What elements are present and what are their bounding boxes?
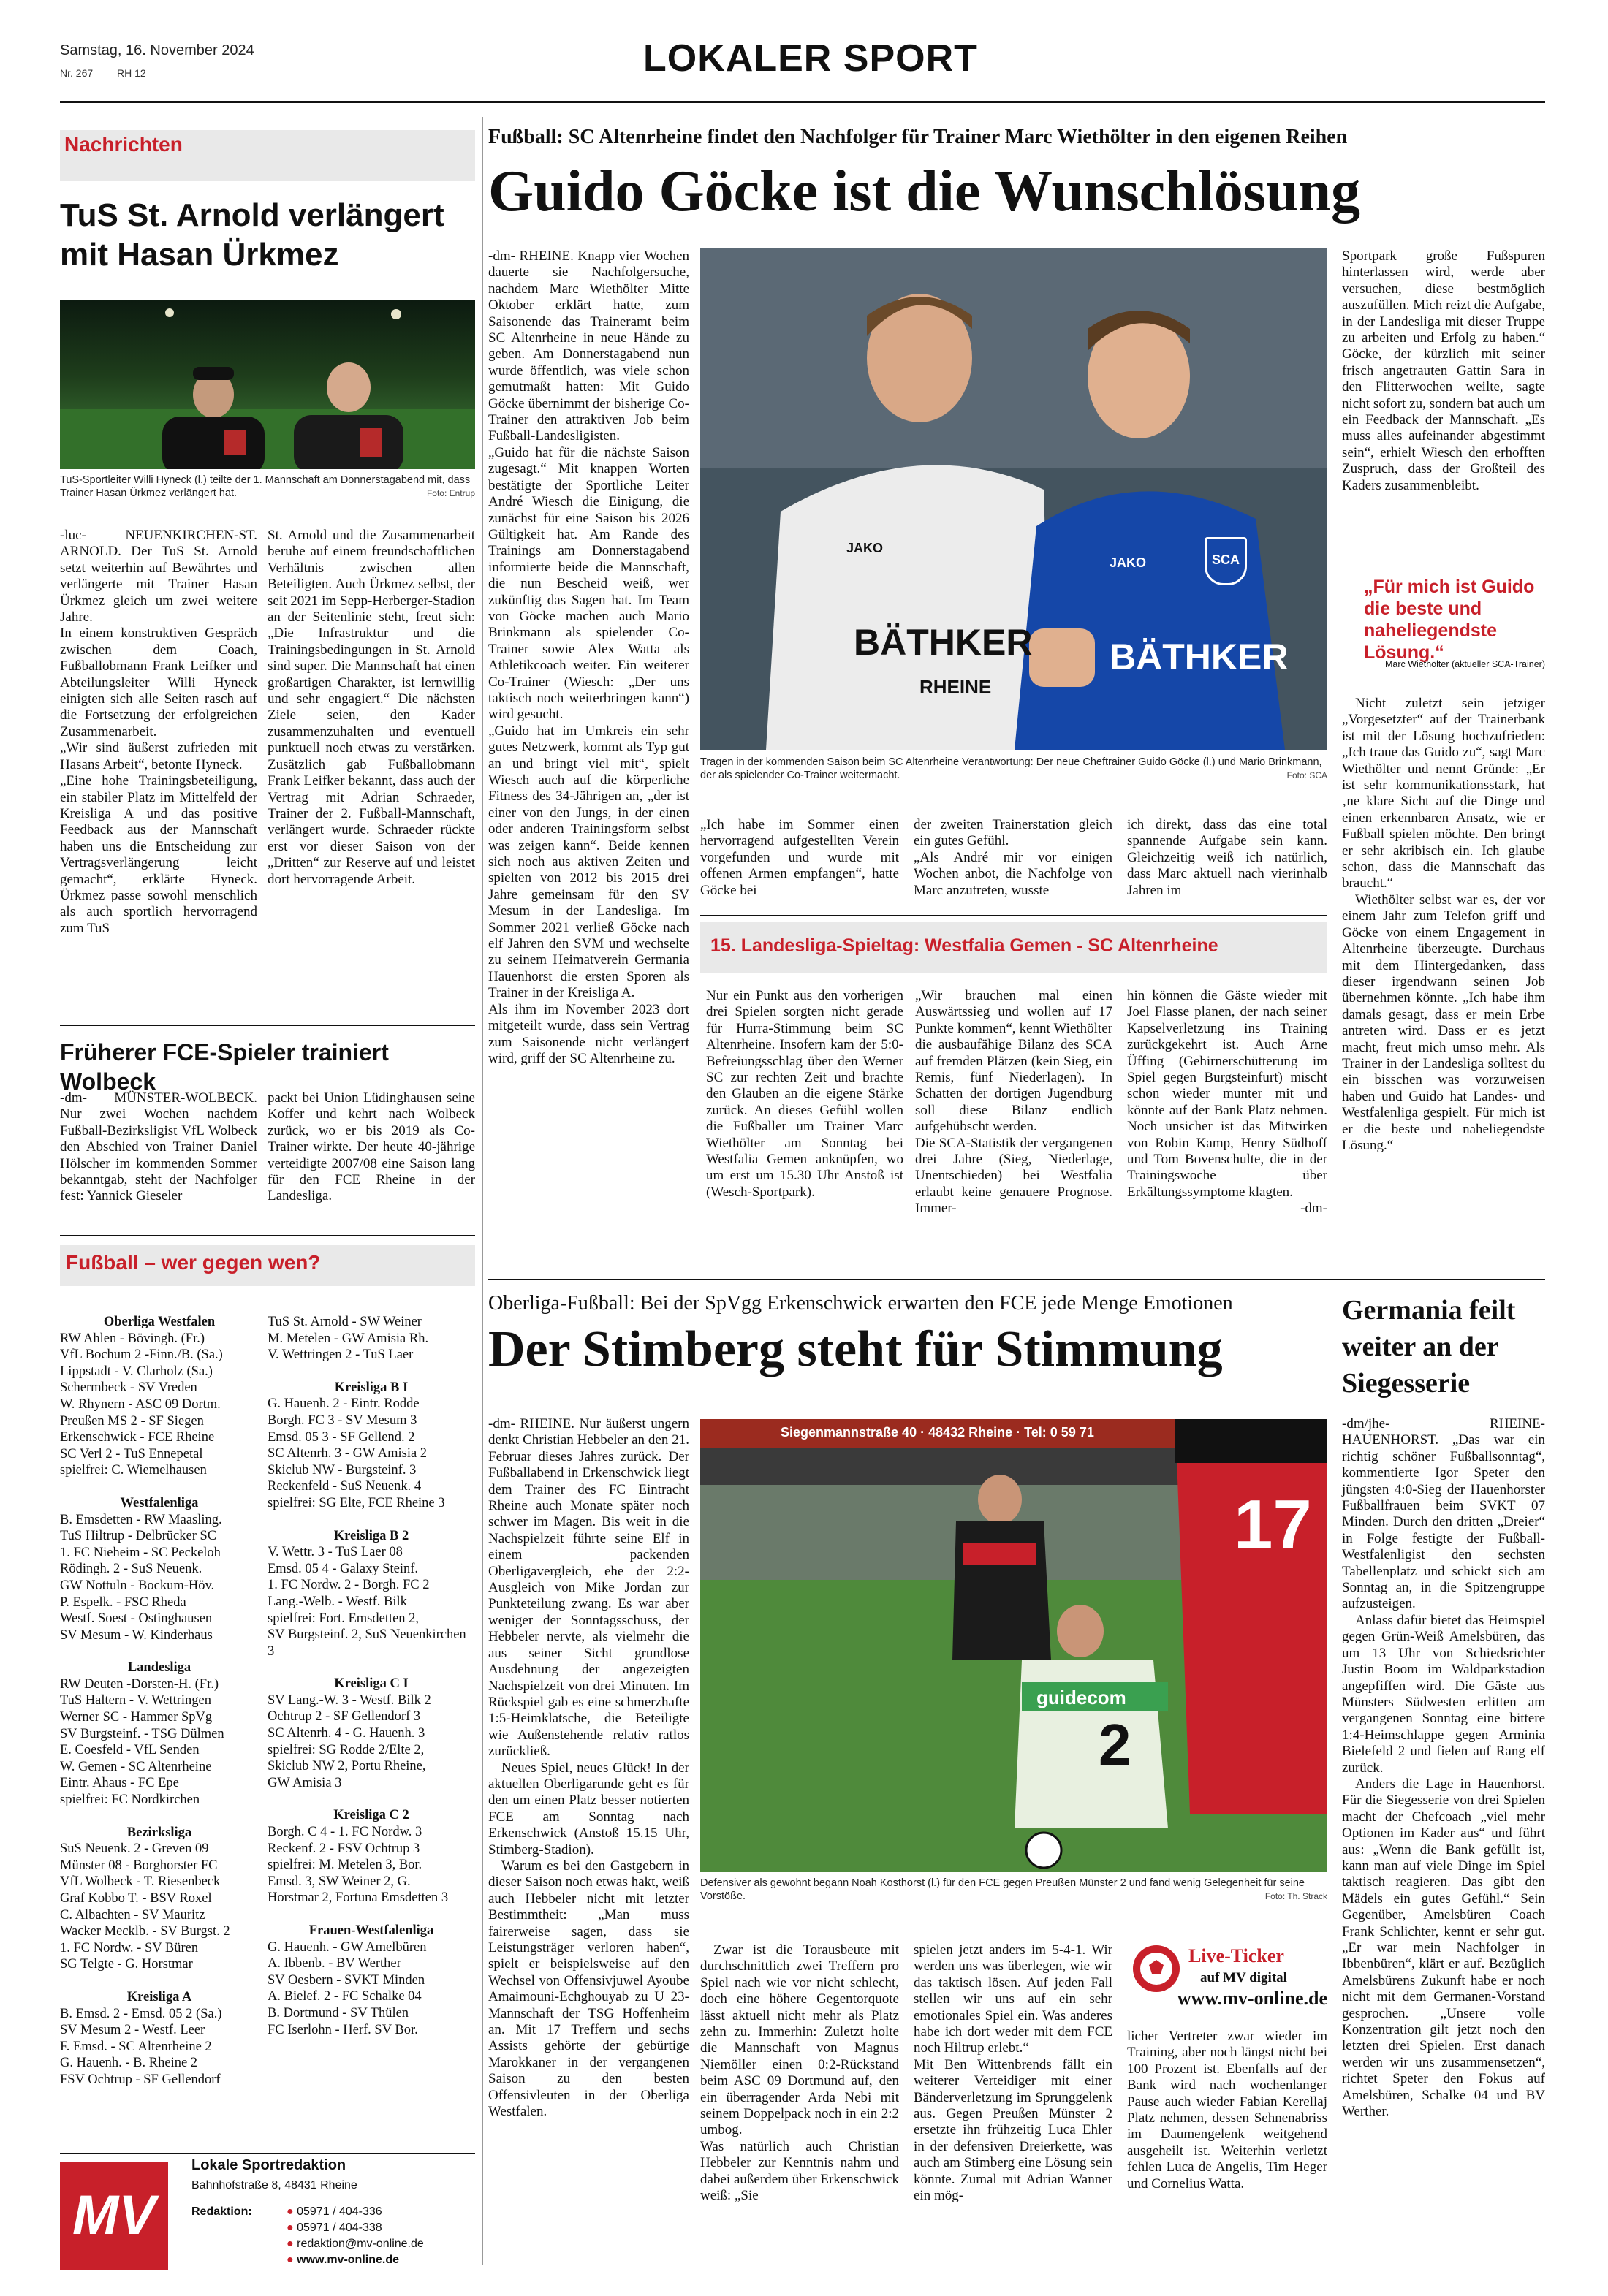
tus-caption-text: TuS-Sportleiter Willi Hyneck (l.) teilte der 1. Mannschaft am Donnerstagabend mit, dass Trainer Hasan Ürkmez verlängert hat. <box>60 474 471 499</box>
live-ticker-title: Live-Ticker <box>1188 1945 1284 1966</box>
live-ticker-url[interactable]: www.mv-online.de <box>1177 1988 1327 2009</box>
fixture-row: SC Altenrh. 3 - GW Amisia 2 <box>268 1446 428 1461</box>
fixture-row: B. Dortmund - SV Thülen <box>268 2005 409 2021</box>
germania-paragraph: Anlass dafür bietet das Heimspiel gegen Grün-Weiß Amelsbüren, das um 13 Uhr von Schiedsrichter Justin Boom im Waldparkstadion angepfiffen wird. Die Gäste aus Münsters Südwesten erlitten am vergangenen Sonntag eine bittere 1:4-Heimschlappe gegen Arminia Bielefeld 2 und fielen auf Rang elf zurück. <box>1342 1612 1545 1776</box>
tus-credit: Foto: Entrup <box>426 488 475 498</box>
fixture-row: SC Verl 2 - TuS Ennepetal <box>60 1446 203 1461</box>
league-spacer <box>60 1643 259 1660</box>
footer-phone-1: ● 05971 / 404-336 <box>287 2205 382 2218</box>
stimberg-caption-text: Defensiver als gewohnt begann Noah Kosthorst (l.) für den FCE gegen Preußen Münster 2 und fand wenig Gelegenheit für seine Vorstöße. <box>700 1877 1305 1902</box>
fixture-row: Schermbeck - SV Vreden <box>60 1380 197 1396</box>
stimberg-column-4: licher Vertreter zwar wieder im Training, aber noch längst nicht bei 100 Prozent ist. Ebenfalls auf der Bank wird nach wochenlanger Pause auch wieder Fabian Kerellaj Platz nehmen, dessen Sehnenabriss im Daumengelenk weitgehend ausgeheilt ist. Weiterhin verletzt fehlen Luca de Angelis, Tim Heger und Cornelius Watta. <box>1127 2029 1327 2192</box>
fixture-row: 1. FC Nordw. 2 - Borgh. FC 2 <box>268 1578 430 1593</box>
fixture-row: Erkenschwick - FCE Rheine <box>60 1430 215 1445</box>
jersey-rheine: RHEINE <box>919 676 992 698</box>
fixture-row: VfL Bochum 2 -Finn./B. (Sa.) <box>60 1347 223 1363</box>
fixture-row: SuS Neuenk. 2 - Greven 09 <box>60 1841 209 1857</box>
spieltag-sign: -dm- <box>1300 1201 1327 1217</box>
fixture-row: SV Mesum 2 - Westf. Leer <box>60 2023 205 2038</box>
fixture-row: spielfrei: C. Wiemelhausen <box>60 1463 207 1478</box>
main-column-5 <box>1342 248 1545 494</box>
footer-address: Bahnhofstraße 8, 48431 Rheine <box>191 2179 357 2192</box>
stimberg-banner: Siegenmannstraße 40 · 48432 Rheine · Tel: 0 59 71 <box>781 1425 1094 1440</box>
fixture-row: Werner SC - Hammer SpVg <box>60 1710 213 1725</box>
fce-column-1: -dm- MÜNSTER-WOLBECK. Nur zwei Wochen nachdem Fußball-Bezirksligist VfL Wolbeck den Abschied von Trainer Daniel Hölscher im kommenden Sommer bekanntgab, steht der Nachfolger fest: Yannick Gieseler <box>60 1090 257 1204</box>
stimberg-top-rule <box>488 1279 1545 1280</box>
nachrichten-label: Nachrichten <box>64 133 183 156</box>
footer-phone-2: ● 05971 / 404-338 <box>287 2221 382 2234</box>
tus-paragraph: „Wir sind äußerst zufrieden mit Hasans Arbeit“, betonte Hyneck. <box>60 740 257 772</box>
fixture-row: B. Emsd. 2 - Emsd. 05 2 (Sa.) <box>60 2006 222 2021</box>
fixture-row: W. Rhynern - ASC 09 Dortm. <box>60 1396 221 1412</box>
league-heading: Frauen-Westfalenliga <box>308 1923 434 1938</box>
fixture-row: TuS Haltern - V. Wettringen <box>60 1693 211 1708</box>
fce-headline: Früherer FCE-Spieler trainiert Wolbeck <box>60 1039 389 1095</box>
footer-contacts <box>287 2204 424 2268</box>
main-quote-source: Marc Wiethölter (aktueller SCA-Trainer) <box>1384 659 1545 669</box>
jersey-brand-left: JAKO <box>846 541 884 555</box>
left-column-divider <box>482 117 483 2265</box>
main-paragraph: Nicht zuletzt sein jetziger „Vorgesetzter“ auf der Trainerbank ist mit der Lösung hochzufrieden: „Ich traue das Guido zu“, sagt Marc Wiethölter und nennt Gründe: „Er ist sehr kommunikationsstark, hat ‚ne klare Sicht auf die Dinge und einen erkennbaren Ansatz, wie er Fußball spielen möchte. Den bringt er sehr akribisch ein. Ich glaube schon, dass die Mannschaft das braucht.“ <box>1342 696 1545 892</box>
league-heading: Kreisliga C 2 <box>333 1808 409 1823</box>
main-headline: Guido Göcke ist die Wunschlösung <box>488 159 1360 224</box>
tus-photo-svg <box>60 300 475 469</box>
stimberg-column-3: spielen jetzt anders im 5-4-1. Wir werden uns was überlegen, wie wir das taktisch lösen. Auf jeden Fall stellen wir uns auf ein sehr emotionales Spiel ein. Was anderes habe ich dort weder mit dem FCE noch Hiltrup erlebt.“ Mit Ben Wittenbrends fällt ein weiterer Verteidiger mit einer Bänderverletzung im Sprunggelenk aus. Gegen Preußen Münster 2 ersetzte ihn frühzeitig Luca Ehler in der defensiven Dreierkette, was auch am Stimberg eine Lösung sein könnte. Zumal mit Adrian Wanner ein mög- <box>914 1942 1112 2204</box>
tus-rule <box>60 1025 475 1026</box>
league-heading: Landesliga <box>127 1660 191 1676</box>
germania-paragraph: -dm/jhe- RHEINE-HAUENHORST. „Das war ein richtig schöner Fußballsonntag“, kommentierte Igor Speter den jüngsten 4:0-Sieg der Hauenhorster Fußballfrauen beim SVKT 07 Minden. Durch den dritten „Dreier“ in Folge festigte der Fußball-Westfalenligist den sechsten Tabellenplatz und schickt sich am Sonntag an, in die Spitzengruppe aufzusteigen. <box>1342 1416 1545 1612</box>
fixture-row: W. Gemen - SC Altenrheine <box>60 1759 212 1774</box>
fixture-row: A. Bielef. 2 - FC Schalke 04 <box>268 1989 422 2004</box>
main-photo-caption <box>700 756 1327 782</box>
main-paragraph: -dm- RHEINE. Knapp vier Wochen dauerte sie Nachfolgersuche, nachdem Marc Wiethölter Mitte Oktober erklärt hatte, zum Saisonende das Traineramt beim SC Altenrheine in neue Hände zu geben. Am Donnerstagabend nun wurde öffentlich, was viele schon gemutmaßt hatten: Mit Guido Göcke übernimmt der bisherige Co-Trainer den attraktiven Job beim Fußball-Landesligisten. <box>488 248 689 444</box>
league-heading: Oberliga Westfalen <box>103 1315 216 1329</box>
email-icon: ● <box>287 2238 294 2250</box>
league-heading: Westfalenliga <box>120 1495 199 1510</box>
stimberg-photo-caption <box>700 1877 1327 1903</box>
results-column-2 <box>268 1314 475 2038</box>
spieltag-label: 15. Landesliga-Spieltag: Westfalia Gemen - SC Altenrheine <box>710 935 1218 956</box>
jersey-sponsor-right: BÄTHKER <box>1110 636 1289 677</box>
league-spacer <box>60 1479 259 1495</box>
stimberg-column-1 <box>488 1416 689 2120</box>
fixture-row: GW Amisia 3 <box>268 1775 342 1790</box>
tus-paragraph: St. Arnold und die Zusammenarbeit beruhe auf einem freundschaftlichen Verhältnis zwischen allen Beteiligten. Auch Ürkmez selbst, der seit 2021 im Sepp-Herberger-Stadion an der Seitenlinie steht, freut sich: „Die Infrastruktur und die Trainingsbedingungen in St. Arnold sind super. Die Mannschaft hat einen großartigen Charakter, ist lernwillig und sehr engagiert.“ Die nächsten Ziele seien, den Kader zusammenzuhalten und eventuell punktuell noch etwas zu verstärken. Zusätzlich gab Fußballobmann Frank Leifker bekannt, dass auch der Vertrag mit Adrian Schraeder, Trainer der 2. Fußball-Mannschaft, verlängert wurde. Schraeder rückte erst vor dieser Saison von der „Dritten“ zur Reserve auf und leistet dort hervorragende Arbeit. <box>268 528 475 887</box>
fixture-row: Reckenf. 2 - FSV Ochtrup 3 <box>268 1841 420 1856</box>
results-column-1 <box>60 1314 259 2088</box>
fixture-row: SG Telgte - G. Horstmar <box>60 1957 193 1972</box>
fixture-row: TuS Hiltrup - Delbrücker SC <box>60 1529 217 1544</box>
stimberg-photo <box>700 1419 1327 1872</box>
fixture-row: Preußen MS 2 - SF Siegen <box>60 1413 204 1429</box>
fixture-row: G. Hauenh. 2 - Eintr. Rodde <box>268 1396 420 1412</box>
fixture-row: SV Oesbern - SVKT Minden <box>268 1972 425 1988</box>
tus-caption <box>60 474 475 500</box>
league-spacer <box>268 1512 475 1528</box>
fixture-row: Münster 08 - Borghorster FC <box>60 1858 218 1873</box>
main-paragraph: Als ihm im November 2023 dort mitgeteilt wurde, dass sein Vertrag zum Saisonende nicht verlängert wird, griff der SC Altenrheine zu. <box>488 1001 689 1066</box>
fixture-row: spielfrei: SG Elte, FCE Rheine 3 <box>268 1495 445 1510</box>
main-column-5b <box>1342 696 1545 1154</box>
spieltag-column-3 <box>1127 988 1327 1217</box>
fixture-row: E. Coesfeld - VfL Senden <box>60 1743 200 1758</box>
fixture-row: Horstmar 2, Fortuna Emsdetten 3 <box>268 1890 449 1906</box>
germania-paragraph: Anders die Lage in Hauenhorst. Für die Siegesserie von drei Spielen macht der Chefcoach „viel mehr Optionen im Kader aus“ und führt aus: „Wenn die Bank gefüllt ist, kann man auf viele Dinge im Spiel taktisch reagieren. Das gibt den Mädels ein gutes Gefühl.“ Sein Gegenüber, Amelsbüren Coach Frank Schlichter, kennt er sehr gut. „Er war mein Nachfolger in Ibbenbüren“, klärt er auf. Bezüglich Amelsbürens Zukunft habe er noch nicht mit dem Germanen-Vorstand gesprochen. „Unsere volle Konzentration gilt jetzt noch den letzten drei Spielen. Erst danach werden wir uns zusammensetzen“, richtet Speter den Fokus auf Amelsbüren, Schalke 04 und BV Werther. <box>1342 1776 1545 2120</box>
main-column-1 <box>488 248 689 1067</box>
fixture-row: FSV Ochtrup - SF Gellendorf <box>60 2072 221 2087</box>
fixture-row: Emsd. 05 3 - SF Gellend. 2 <box>268 1429 415 1445</box>
main-quote: „Für mich ist Guido die beste und naheliegendste Lösung.“ <box>1364 577 1535 663</box>
wer-gegen-wen-label: Fußball – wer gegen wen? <box>66 1251 321 1274</box>
fixture-row: RW Deuten -Dorsten-H. (Fr.) <box>60 1676 219 1692</box>
fixture-row: Reckenfeld - SuS Neuenk. 4 <box>268 1479 422 1494</box>
spieltag-column-2: „Wir brauchen mal einen Auswärtssieg und wollen auf 17 Punkte kommen“, kennt Wiethölter die ausbaufähige Bilanz des SCA auf fremden Plätzen (kein Sieg, ein Remis, fünf Niederlagen). In Schatten der dortigen Jugendburg soll diese Bilanz endlich aufgehübscht werden. Die SCA-Statistik der vergangenen drei Jahre (Sieg, Niederlage, Unentschieden) bei Westfalia erlaubt keine genauere Prognose. Immer- <box>915 988 1112 1217</box>
footer-title: Lokale Sportredaktion <box>191 2157 346 2173</box>
fixture-row: G. Hauenh. - B. Rheine 2 <box>60 2056 198 2071</box>
fixture-row: B. Emsdetten - RW Maasling. <box>60 1512 222 1527</box>
stimberg-shirt-sponsor: guidecom <box>1036 1687 1126 1708</box>
fixture-row: Eintr. Ahaus - FC Epe <box>60 1776 179 1791</box>
fixture-row: Borgh. C 4 - 1. FC Nordw. 3 <box>268 1825 422 1840</box>
germania-column <box>1342 1416 1545 2120</box>
jersey-brand-right: JAKO <box>1110 555 1147 570</box>
tus-photo <box>60 300 475 469</box>
fixture-row: G. Hauenh. - GW Amelbüren <box>268 1939 427 1955</box>
fixture-row: Skiclub NW 2, Portu Rheine, <box>268 1759 426 1774</box>
masthead-issue-nr: Nr. 267 <box>60 67 94 79</box>
live-ticker-box[interactable] <box>1127 1944 1327 2008</box>
stimberg-shirt-number-2: 2 <box>1099 1712 1131 1777</box>
fce-rule <box>60 1235 475 1236</box>
fixture-row: VfL Wolbeck - T. Riesenbeck <box>60 1874 221 1890</box>
fixture-row: 1. FC Nieheim - SC Peckeloh <box>60 1545 221 1560</box>
fixture-row: spielfrei: FC Nordkirchen <box>60 1793 200 1808</box>
fixture-row: 1. FC Nordw. - SV Büren <box>60 1940 199 1955</box>
fixture-row: GW Nottuln - Bockum-Höv. <box>60 1578 215 1593</box>
fixture-row: spielfrei: M. Metelen 3, Bor. <box>268 1858 422 1873</box>
fixture-row: Lang.-Welb. - Westf. Bilk <box>268 1594 407 1609</box>
fax-icon: ● <box>287 2221 294 2234</box>
footer-rule <box>60 2153 475 2154</box>
footer-redaktion-label: Redaktion: <box>191 2205 252 2218</box>
tus-paragraph: „Eine hohe Trainingsbeteiligung, ein stabiler Platz im Mittelfeld der Kreisliga A und das positive Feedback aus der Mannschaft haben uns die Entscheidung zur Vertragsverlängerung leicht gemacht“, erklärte Hyneck. Ürkmez passe sowohl menschlich als auch sportlich hervorragend zum TuS <box>60 773 257 936</box>
fixture-row: A. Ibbenb. - BV Werther <box>268 1956 401 1972</box>
stimberg-kicker: Oberliga-Fußball: Bei der SpVgg Erkenschwick erwarten den FCE jede Menge Emotionen <box>488 1292 1233 1315</box>
league-spacer <box>268 1791 475 1807</box>
fixture-row: SV Lang.-W. 3 - Westf. Bilk 2 <box>268 1692 431 1708</box>
masthead-date: Samstag, 16. November 2024 <box>60 42 254 58</box>
live-ticker-sub: auf MV digital <box>1200 1970 1287 1985</box>
footer-email[interactable]: ● redaktion@mv-online.de <box>287 2238 424 2250</box>
league-heading: Kreisliga B I <box>334 1380 409 1395</box>
tus-headline: TuS St. Arnold verlängert mit Hasan Ürkmez <box>60 197 444 273</box>
stimberg-column-2: Zwar ist die Torausbeute mit durchschnittlich zwei Treffern pro Spiel nach wie vor nicht schlecht, doch eine höhere Gegentorquote lässt aktuell nicht mehr als Platz zehn zu. Immerhin: Zuletzt holte die Mannschaft von Magnus Niemöller einen 0:2-Rückstand beim ASC 09 Dortmund auf, den ein überragender Arda Nebi mit seinem Doppelpack noch in ein 2:2 umbog. Was natürlich auch Christian Hebbeler zur Kenntnis nahm und dabei außerdem über Erkenschwick weiß: „Sie <box>700 1942 899 2204</box>
fixture-row: SV Burgsteinf. - TSG Dülmen <box>60 1726 224 1741</box>
main-column-3-top: der zweiten Trainerstation gleich ein gutes Gefühl. „Als André mir vor einigen Wochen anbot, die Nachfolge von Marc anzutreten, wusste <box>914 817 1112 898</box>
main-column-4-top: ich direkt, dass das eine total spannende Aufgabe sein kann. Gleichzeitig weiß ich natürlich, dass Marc aktuell nach vierinhalb Jahren im <box>1127 817 1327 898</box>
league-heading: Kreisliga A <box>126 1989 192 2004</box>
stimberg-paragraph: Warum es bei den Gastgebern in dieser Saison noch etwas hakt, weiß auch Hebbeler nicht mit letzter Bestimmtheit: „Man muss fairerweise sagen, dass sie Leistungsträger verloren haben“, spielt er beispielsweise auf den Wechsel von Offensivjuwel Ayoube Amaimouni-Echghouyab zu U 23-Mannschaft der TSG Hoffenheim an. Mit 17 Treffern und sechs Assists gehörte der gebürtige Marokkaner in der vergangenen Saison zu den besten Offensivleuten in der Oberliga Westfalen. <box>488 1858 689 2120</box>
fce-column-2: packt bei Union Lüdinghausen seine Koffer und kehrt nach Wolbeck zurück, wo er bis 2019 als Co-Trainer wirkte. Der heute 40-jährige verteidigte 2007/08 eine Saison lang für den FCE Rheine in der Landesliga. <box>268 1090 475 1204</box>
fixture-row: spielfrei: SG Rodde 2/Elte 2, <box>268 1742 425 1757</box>
spieltag-column-1: Nur ein Punkt aus den vorherigen drei Spielen sorgten nicht gerade für Hurra-Stimmung beim SC Altenrheine. Insofern kam der 5:0-Befreiungsschlag über den Werner SC zur rechten Zeit und brachte den Glauben an die eigene Stärke zurück. An dieses Gefühl wollen die Fußballer um Trainer Marc Wiethölter am Sonntag bei Westfalia Gemen anknüpfen, wo um erst um 15.30 Uhr Anstoß ist (Wesch-Sportpark). <box>706 988 903 1200</box>
fixture-row: Emsd. 05 4 - Galaxy Steinf. <box>268 1561 419 1576</box>
league-spacer <box>60 1809 259 1825</box>
main-kicker: Fußball: SC Altenrheine findet den Nachfolger für Trainer Marc Wiethölter in den eigenen Reihen <box>488 126 1348 148</box>
fixture-row: P. Espelk. - FSC Rheda <box>60 1594 186 1610</box>
spieltag-paragraph: hin können die Gäste wieder mit Joel Flasse planen, der nach seiner Kapselverletzung ins Training zurückgekehrt ist. Auch Arne Üffing (Gehirnerschütterung im Spiel gegen Burgsteinfurt) mischt schon wieder munter mit und könnte auf der Bank Platz nehmen. Noch unsicher ist das Mitwirken von Robin Kamp, Henry Südhoff und Tom Bovenschulte, die in der Trainingswoche über Erkältungssymptome klagten. <box>1127 988 1327 1200</box>
fixture-row: FC Iserlohn - Herf. SV Bor. <box>268 2022 418 2037</box>
league-heading: Kreisliga B 2 <box>333 1528 409 1543</box>
jersey-sponsor-left: BÄTHKER <box>854 622 1033 663</box>
fixture-row: Skiclub NW - Burgsteinf. 3 <box>268 1462 417 1478</box>
fixture-row: TuS St. Arnold - SW Weiner <box>268 1315 422 1329</box>
league-heading: Bezirksliga <box>126 1825 192 1840</box>
main-column-2-top: „Ich habe im Sommer einen hervorragend aufgestellten Verein vorgefunden und wurde mit offenen Armen empfangen“, hatte Göcke bei <box>700 817 899 898</box>
fixture-row: Rödingh. 2 - SuS Neuenk. <box>60 1562 202 1577</box>
tus-column-1 <box>60 528 257 937</box>
league-spacer <box>268 1364 475 1380</box>
fixture-row: V. Wettringen 2 - TuS Laer <box>268 1347 414 1363</box>
soccer-ball-svg <box>1133 1945 1180 1992</box>
fixture-row: Westf. Soest - Ostinghausen <box>60 1611 213 1627</box>
main-caption-text: Tragen in der kommenden Saison beim SC Altenrheine Verantwortung: Der neue Cheftrainer Guido Göcke (l.) und Mario Brinkmann, der als spielender Co-Trainer weitermacht. <box>700 756 1322 781</box>
main-paragraph: Wiethölter selbst war es, der vor einem Jahr zum Telefon griff und Göcke von einem Engagement in Altenrheine überzeugte. Durchaus mit dem Hintergedanken, dass dieser irgendwann seinen Job übernehmen könnte. „Ich habe ihm damals gesagt, dass er mein Erbe antreten wird. Dass er es jetzt macht, freut mich umso mehr. Als Trainer in der Landesliga solltest du ein bisschen was vorzuweisen haben und Guido hat Landes- und Westfalenliga gespielt. Für mich ist er die beste und naheliegendste Lösung.“ <box>1342 892 1545 1153</box>
main-paragraph: Sportpark große Fußspuren hinterlassen wird, werde aber versuchen, diese bestmöglich auszufüllen. Mich reizt die Aufgabe, in der Landesliga mit dieser Truppe zu arbeiten und Erfolg zu haben.“ Göcke, der kürzlich mit seiner frisch angetrauten Gattin Sara in den Flitterwochen weilte, sagte nicht sofort zu, sondern bat auch um ein Feedback der Mannschaft. „Es muss alles aufeinander abgestimmt sein“, erhielt Wiesch den erhofften Zuspruch, dass der Großteil des Kaders zusammenbleibt. <box>1342 248 1545 493</box>
main-paragraph: „Guido hat für die nächste Saison zugesagt.“ Mit knappen Worten bestätigte der Sportliche Leiter André Wiesch die Einigung, die zunächst für eine Saison bis 2026 Gültigkeit hat. Am Rande des Trainings am Donnerstagabend informierte beide die Mannschaft, die nun Bescheid weiß, wer zukünftig das Sagen hat. Im Team von Göcke machen auch Mario Brinkmann als spielender Co-Trainer sowie Alex Watta als Athletikcoach weiter. Ein weiterer Co-Trainer (Wiesch: „Der uns taktisch noch weiterbringen kann“) wird gesucht. <box>488 444 689 723</box>
fixture-row: Emsd. 3, SW Weiner 2, G. <box>268 1874 411 1889</box>
fixture-row: SC Altenrh. 4 - G. Hauenh. 3 <box>268 1726 425 1741</box>
fixture-row: F. Emsd. - SC Altenrheine 2 <box>60 2039 212 2054</box>
fixture-row: SV Mesum - W. Kinderhaus <box>60 1627 213 1643</box>
tus-column-2 <box>268 528 475 888</box>
stimberg-credit: Foto: Th. Strack <box>1264 1891 1327 1901</box>
fixture-row: Wacker Mecklb. - SV Burgst. 2 <box>60 1924 230 1939</box>
tus-paragraph: -luc- NEUENKIRCHEN-ST. ARNOLD. Der TuS St. Arnold setzt weiterhin auf Bewährtes und verlängerte mit Trainer Hasan Ürkmez gleich um zwei weitere Jahre. <box>60 528 257 626</box>
main-credit: Foto: SCA <box>1286 770 1327 780</box>
web-icon: ● <box>287 2254 294 2266</box>
phone-icon: ● <box>287 2205 294 2218</box>
stimberg-shirt-number: 17 <box>1234 1486 1312 1564</box>
footer-web[interactable]: ● www.mv-online.de <box>287 2254 399 2266</box>
fixture-row: C. Albachten - SV Mauritz <box>60 1907 205 1923</box>
spieltag-rule <box>700 915 1327 916</box>
main-paragraph: „Guido hat im Umkreis ein sehr gutes Netzwerk, kommt als Typ gut an und bringt viel mit“, spielt Wiesch auch auf die körperliche Fitness des 34-Jährigen an, „der ist einer von den Jungs, in der einen oder anderen Trainingsform selbst was zeigen kann“. Beide kennen sich noch aus aktiven Zeiten und spielten von 2012 bis 2015 drei Jahre gemeinsam für den SV Mesum in der Landesliga. Im Sommer 2021 verließ Göcke nach elf Jahren den SVM und wechselte zu seinem Heimatverein Germania Hauenhorst die ersten Sporen als Trainer in der Kreisliga A. <box>488 723 689 1001</box>
stimberg-paragraph: -dm- RHEINE. Nur äußerst ungern denkt Christian Hebbeler an den 21. Februar dieses Jahres zurück. Der Fußballabend in Erkenschwick liegt dem Trainer des FC Eintracht Rheine auch Monate später noch schwer im Magen. Bis weit in die Nachspielzeit führte seine Elf in einem packenden Oberligavergleich, ehe der 2:2-Ausgleich von Mike Jordan zur Punkteteilung zwang. Es war aber weniger der Sonntagsschuss, der Hebbeler nervte, als vielmehr die aus seiner Sicht grundlose Ausdehnung der angezeigten Nachspielzeit von drei Minuten. Im Rückspiel gab es eine schmerzhafte 1:5-Heimklatsche, die Beteiligte wie Außenstehende relativ ratlos zurückließ. <box>488 1416 689 1760</box>
masthead-rule <box>60 101 1545 103</box>
section-title: LOKALER SPORT <box>643 37 978 80</box>
fixture-row: spielfrei: Fort. Emsdetten 2, <box>268 1611 420 1626</box>
fixture-row: RW Ahlen - Bövingh. (Fr.) <box>60 1331 205 1346</box>
fixture-row: M. Metelen - GW Amisia Rh. <box>268 1331 429 1346</box>
fixture-row: V. Wettr. 3 - TuS Laer 08 <box>268 1545 403 1560</box>
main-photo <box>700 248 1327 750</box>
mv-logo: MV <box>60 2162 168 2270</box>
league-spacer <box>268 1660 475 1676</box>
fixture-row: Graf Kobbo T. - BSV Roxel <box>60 1891 212 1906</box>
league-spacer <box>60 1973 259 1989</box>
crest-icon: SCA <box>1205 537 1247 585</box>
league-spacer <box>268 1907 475 1923</box>
masthead-issue-rh: RH 12 <box>117 67 146 79</box>
tus-paragraph: In einem konstruktiven Gespräch zwischen dem Coach, Fußballobmann Frank Leifker und Abteilungsleiter Willi Hyneck einigten sich alle Seiten rasch auf die Fortsetzung der erfolgreichen Zusammenarbeit. <box>60 626 257 740</box>
fixture-row: Ochtrup 2 - SF Gellendorf 3 <box>268 1709 421 1725</box>
stimberg-paragraph: Neues Spiel, neues Glück! In der aktuellen Oberligarunde geht es für den um einen Platz besser notierten FCE am Sonntag nach Erkenschwick (Anstoß 15.15 Uhr, Stimberg-Stadion). <box>488 1760 689 1858</box>
fixture-row: Borgh. FC 3 - SV Mesum 3 <box>268 1413 417 1428</box>
germania-headline: Germania feilt weiter an der Siegesserie <box>1342 1295 1516 1399</box>
stimberg-headline: Der Stimberg steht für Stimmung <box>488 1321 1223 1377</box>
fixture-row: SV Burgsteinf. 2, SuS Neuenkirchen 3 <box>268 1627 466 1659</box>
soccer-ball-icon <box>1133 1945 1180 1992</box>
fixture-row: Lippstadt - V. Clarholz (Sa.) <box>60 1364 213 1379</box>
league-heading: Kreisliga C I <box>334 1676 409 1692</box>
